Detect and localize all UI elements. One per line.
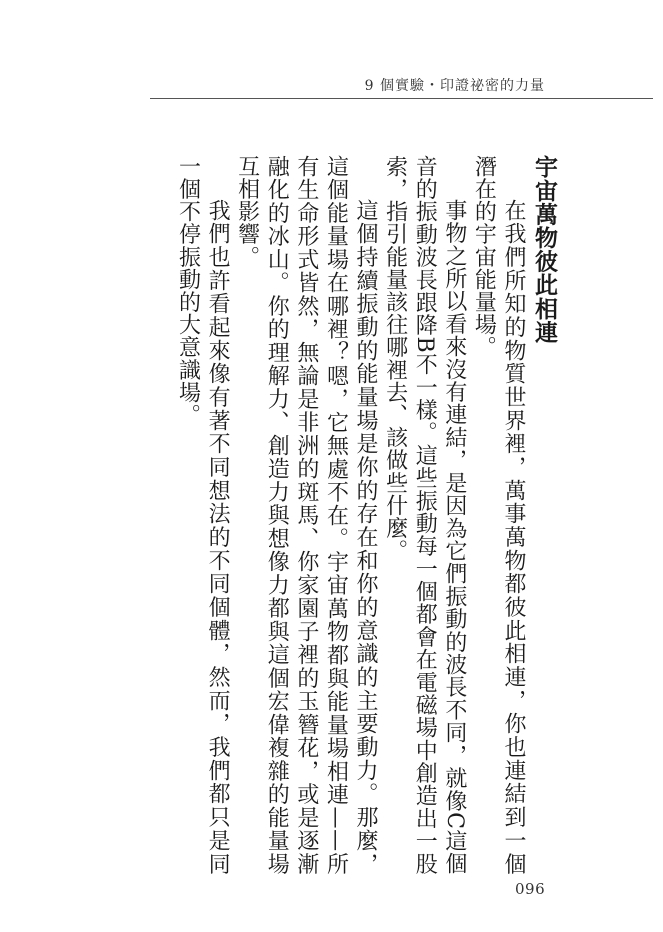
section-title: 宇宙萬物彼此相連 <box>531 155 557 344</box>
vertical-text-body <box>150 155 560 875</box>
header-rule <box>150 98 653 99</box>
page-number: 096 <box>515 880 546 898</box>
paragraph-4: 我們也許看起來像有著不同想法的不同個體，然而，我們都只是同一個不停振動的大意識場。 <box>175 155 231 875</box>
paragraph-3: 這個持續振動的能量場是你的存在和你的意識的主要動力。那麼，這個能量場在哪裡？嗯，它無處不在。宇宙萬物都與能量場相連——所有生命形式皆然，無論是非洲的斑馬、你家園子裡的玉簪花，或是逐漸融化的冰山。你的理解力、創造力與想像力都與這個宏偉複雜的能量場互相影響。 <box>234 155 379 875</box>
running-head: 9 個實驗・印證祕密的力量 <box>364 78 545 94</box>
paragraph-1: 在我們所知的物質世界裡，萬事萬物都彼此相連，你也連結到一個潛在的宇宙能量場。 <box>471 155 526 875</box>
paragraph-2: 事物之所以看來沒有連結，是因為它們振動的波長不同，就像C這個音的振動波長跟降B不一樣。這些振動每一個都會在電磁場中創造出一股索，指引能量該往哪裡去、該做些什麼。 <box>382 155 467 875</box>
